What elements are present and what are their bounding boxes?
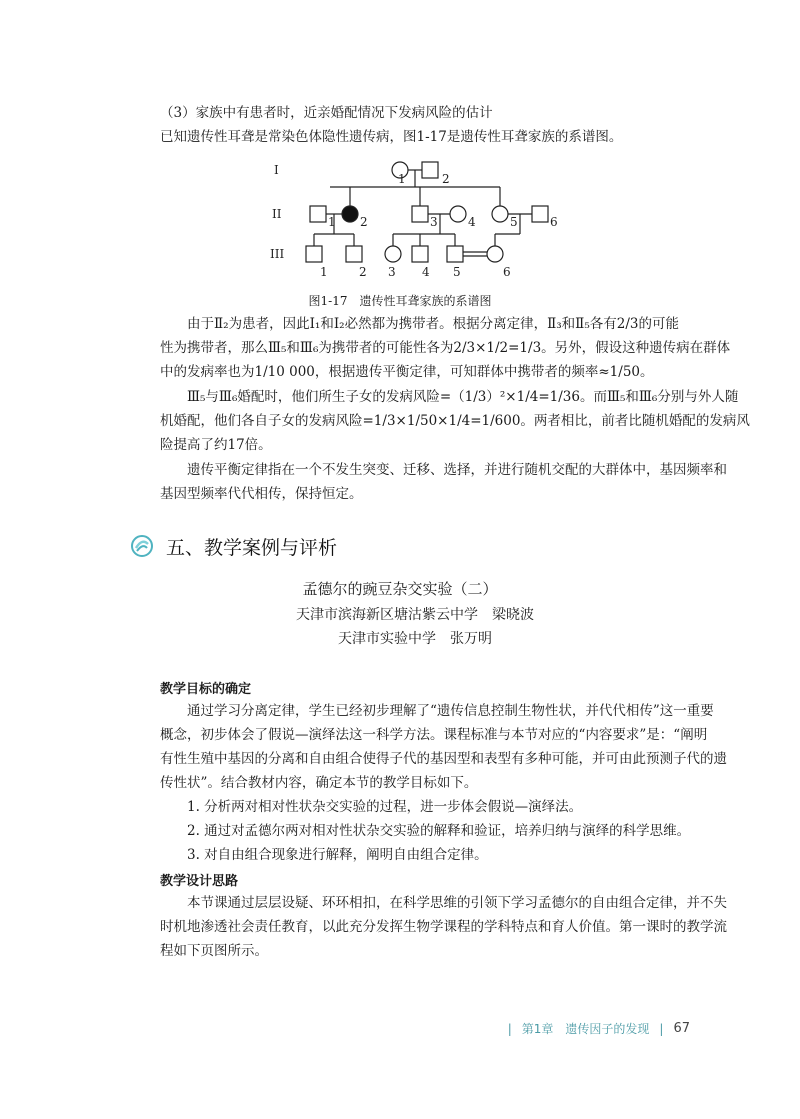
pedigree-chart (270, 150, 590, 295)
page-footer: | 第1章 遗传因子的发现 | 67 (507, 1021, 690, 1036)
gen3-num-1: 1 (320, 265, 328, 279)
gen3-male-5 (447, 246, 463, 262)
gen-label-1: I (274, 163, 279, 177)
goal-item-1: 1. 分析两对相对性状杂交实验的过程，进一步体会假说—演绎法。 (187, 799, 583, 815)
gen2-male-6 (532, 206, 548, 222)
gen1-male-2 (422, 162, 438, 178)
gen2-num-3: 3 (430, 215, 438, 229)
goal-item-3: 3. 对自由组合现象进行解释，阐明自由组合定律。 (187, 847, 488, 863)
label-teaching-goals: 教学目标的确定 (160, 682, 252, 697)
gen-label-3: III (270, 247, 285, 261)
author-2: 天津市实验中学 张万明 (338, 631, 492, 647)
gen-label-2: II (272, 207, 282, 221)
gen3-num-4: 4 (422, 265, 430, 279)
gen3-male-1 (306, 246, 322, 262)
design-line1: 本节课通过层层设疑、环环相扣，在科学思维的引领下学习孟德尔的自由组合定律，并不失 (187, 895, 727, 911)
gen3-num-6: 6 (503, 265, 511, 279)
intro-text: 已知遗传性耳聋是常染色体隐性遗传病，图1-17是遗传性耳聋家族的系谱图。 (160, 129, 623, 145)
gen3-num-2: 2 (359, 265, 367, 279)
gen3-female-3 (385, 246, 401, 262)
gen2-num-6: 6 (550, 215, 558, 229)
gen1-num-2: 2 (442, 172, 450, 186)
para3-line2: 基因型频率代代相传，保持恒定。 (160, 486, 363, 502)
author-1: 天津市滨海新区塘沽紫云中学 梁晓波 (296, 607, 534, 623)
gen2-num-2: 2 (360, 215, 368, 229)
section-header (130, 533, 337, 559)
case-title: 孟德尔的豌豆杂交实验（二） (302, 580, 498, 598)
para2-line1: Ⅲ₅与Ⅲ₆婚配时，他们所生子女的发病风险=（1/3）²×1/4=1/36。而Ⅲ₅和Ⅲ₆分别与外人随 (187, 389, 739, 405)
design-line3: 程如下页图所示。 (160, 943, 268, 959)
gen3-num-3: 3 (388, 265, 396, 279)
gen3-num-5: 5 (453, 265, 461, 279)
para1-line3: 中的发病率也为1/10 000，根据遗传平衡定律，可知群体中携带者的频率≈1/50。 (160, 364, 654, 380)
gen2-female-5 (492, 206, 508, 222)
gen1-num-1: 1 (398, 172, 406, 186)
gen3-male-2 (346, 246, 362, 262)
gen2-male-1 (310, 206, 326, 222)
footer-chapter: 第1章 遗传因子的发现 (521, 1022, 650, 1036)
gen2-male-3 (412, 206, 428, 222)
para1-line1: 由于Ⅱ₂为患者，因此Ⅰ₁和Ⅰ₂必然都为携带者。根据分离定律，Ⅱ₃和Ⅱ₅各有2/3的可能 (187, 316, 679, 332)
goals-line2: 概念，初步体会了假说—演绎法这一科学方法。课程标准与本节对应的“内容要求”是：“阐明 (160, 727, 708, 743)
para2-line3: 险提高了约17倍。 (160, 437, 272, 453)
goal-item-2: 2. 通过对孟德尔两对相对性状杂交实验的解释和验证，培养归纳与演绎的科学思维。 (187, 823, 691, 839)
gen2-num-1: 1 (328, 215, 336, 229)
para1-line2: 性为携带者，那么Ⅲ₅和Ⅲ₆为携带者的可能性各为2/3×1/2=1/3。另外，假设这种遗传病在群体 (160, 340, 731, 356)
page-number: 67 (673, 1021, 690, 1036)
design-line2: 时机地渗透社会责任教育，以此充分发挥生物学课程的学科特点和育人价值。第一课时的教学流 (160, 919, 727, 935)
goals-line4: 传性状”。结合教材内容，确定本节的教学目标如下。 (160, 775, 478, 791)
para3-line1: 遗传平衡定律指在一个不发生突变、迁移、选择，并进行随机交配的大群体中，基因频率和 (187, 462, 727, 478)
goals-line1: 通过学习分离定律，学生已经初步理解了“遗传信息控制生物性状，并代代相传”这一重要 (187, 703, 714, 719)
gen2-female-4 (450, 206, 466, 222)
goals-line3: 有性生殖中基因的分离和自由组合使得子代的基因型和表型有多种可能，并可由此预测子代的遗 (160, 751, 727, 767)
para2-line2: 机婚配，他们各自子女的发病风险=1/3×1/50×1/4=1/600。两者相比，前者比随机婚配的发病风 (160, 413, 750, 429)
label-design-ideas: 教学设计思路 (160, 874, 239, 889)
gen2-female-2-affected (342, 206, 358, 222)
gen3-male-4 (412, 246, 428, 262)
gen3-female-6 (487, 246, 503, 262)
gen2-num-4: 4 (468, 215, 476, 229)
swirl-icon (130, 534, 154, 558)
section-title: 五、教学案例与评析 (166, 536, 338, 559)
subheading: （3）家族中有患者时，近亲婚配情况下发病风险的估计 (160, 105, 493, 121)
gen2-num-5: 5 (510, 215, 518, 229)
figure-caption: 图1-17 遗传性耳聋家族的系谱图 (308, 294, 492, 308)
